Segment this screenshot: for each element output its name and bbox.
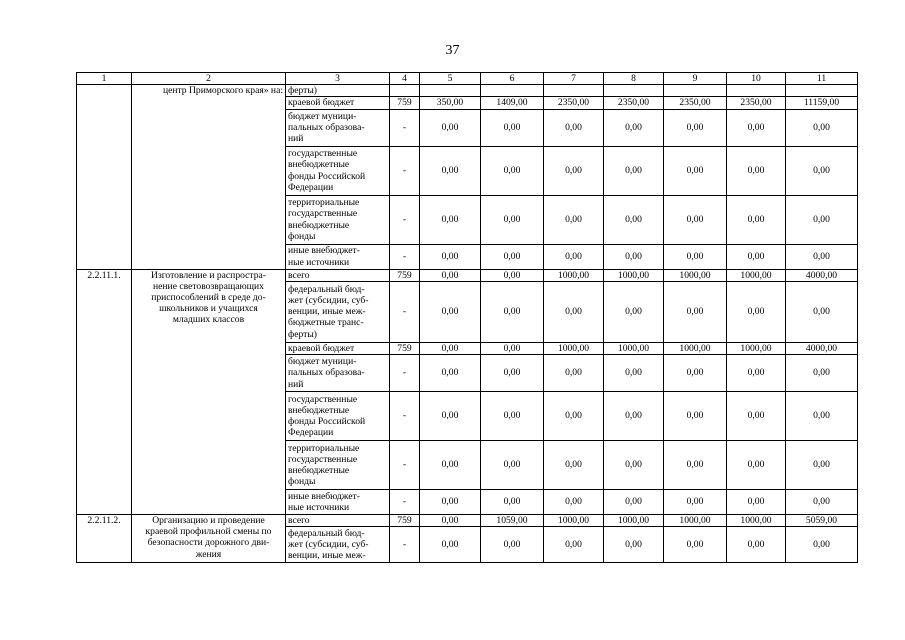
amount-cell: 1000,00 bbox=[664, 269, 727, 281]
amount-cell: 0,00 bbox=[727, 490, 786, 515]
amount-cell: 0,00 bbox=[604, 244, 664, 269]
amount-cell bbox=[604, 85, 664, 97]
amount-cell: 0,00 bbox=[481, 195, 544, 244]
amount-cell: 0,00 bbox=[420, 392, 481, 441]
amount-cell: 0,00 bbox=[481, 146, 544, 195]
amount-cell: 0,00 bbox=[420, 527, 481, 563]
amount-cell: 5059,00 bbox=[786, 515, 858, 527]
budget-code-cell: - bbox=[390, 109, 420, 146]
budget-code-cell: - bbox=[390, 146, 420, 195]
column-header: 6 bbox=[481, 73, 544, 85]
amount-cell: 4000,00 bbox=[786, 342, 858, 354]
funding-source: бюджет муници- пальных образова- ний bbox=[286, 355, 390, 392]
item-code bbox=[77, 85, 132, 269]
amount-cell: 0,00 bbox=[664, 109, 727, 146]
amount-cell: 0,00 bbox=[544, 109, 604, 146]
amount-cell: 1000,00 bbox=[544, 515, 604, 527]
amount-cell: 0,00 bbox=[727, 146, 786, 195]
column-header: 8 bbox=[604, 73, 664, 85]
amount-cell: 0,00 bbox=[664, 392, 727, 441]
budget-code-cell: - bbox=[390, 244, 420, 269]
amount-cell: 0,00 bbox=[604, 490, 664, 515]
amount-cell: 0,00 bbox=[481, 355, 544, 392]
amount-cell: 2350,00 bbox=[604, 97, 664, 109]
amount-cell: 0,00 bbox=[481, 441, 544, 490]
amount-cell: 0,00 bbox=[420, 342, 481, 354]
amount-cell: 2350,00 bbox=[664, 97, 727, 109]
amount-cell: 0,00 bbox=[544, 527, 604, 563]
amount-cell: 0,00 bbox=[727, 392, 786, 441]
amount-cell: 1059,00 bbox=[481, 515, 544, 527]
amount-cell: 1000,00 bbox=[604, 269, 664, 281]
funding-source: федеральный бюд- жет (субсидии, суб- венции, иные меж- bbox=[286, 527, 390, 563]
budget-code-cell: - bbox=[390, 195, 420, 244]
amount-cell: 0,00 bbox=[544, 355, 604, 392]
amount-cell: 1000,00 bbox=[727, 515, 786, 527]
amount-cell: 0,00 bbox=[664, 490, 727, 515]
amount-cell: 1000,00 bbox=[664, 342, 727, 354]
amount-cell: 0,00 bbox=[604, 109, 664, 146]
budget-table bbox=[76, 72, 858, 563]
amount-cell: 1000,00 bbox=[727, 269, 786, 281]
amount-cell: 2350,00 bbox=[727, 97, 786, 109]
funding-source: ферты) bbox=[286, 85, 390, 97]
column-header: 5 bbox=[420, 73, 481, 85]
amount-cell: 0,00 bbox=[786, 490, 858, 515]
amount-cell: 2350,00 bbox=[544, 97, 604, 109]
amount-cell: 0,00 bbox=[544, 244, 604, 269]
funding-source: территориальные государственные внебюджетные фонды bbox=[286, 195, 390, 244]
budget-code-cell: 759 bbox=[390, 97, 420, 109]
amount-cell: 0,00 bbox=[544, 441, 604, 490]
funding-source: федеральный бюд- жет (субсидии, суб- венции, иные меж- бюджетные транс- ферты) bbox=[286, 281, 390, 342]
funding-source: государственные внебюджетные фонды Российской Федерации bbox=[286, 146, 390, 195]
amount-cell: 1409,00 bbox=[481, 97, 544, 109]
amount-cell: 0,00 bbox=[481, 342, 544, 354]
amount-cell: 4000,00 bbox=[786, 269, 858, 281]
amount-cell: 1000,00 bbox=[604, 342, 664, 354]
table-row bbox=[77, 515, 858, 527]
amount-cell: 0,00 bbox=[420, 515, 481, 527]
header-row bbox=[77, 73, 858, 85]
amount-cell: 0,00 bbox=[664, 281, 727, 342]
column-header: 1 bbox=[77, 73, 132, 85]
amount-cell: 0,00 bbox=[604, 195, 664, 244]
item-code: 2.2.11.1. bbox=[77, 269, 132, 514]
budget-code-cell: - bbox=[390, 281, 420, 342]
amount-cell: 0,00 bbox=[544, 392, 604, 441]
item-name: Изготовление и распростра- нение световозвращающих приспособлений в среде до- школьников и учащихся младших классов bbox=[132, 269, 286, 514]
funding-source: краевой бюджет bbox=[286, 342, 390, 354]
amount-cell: 0,00 bbox=[481, 269, 544, 281]
amount-cell: 0,00 bbox=[727, 244, 786, 269]
budget-code-cell: - bbox=[390, 392, 420, 441]
amount-cell: 0,00 bbox=[786, 441, 858, 490]
funding-source: иные внебюджет- ные источники bbox=[286, 490, 390, 515]
amount-cell: 0,00 bbox=[544, 146, 604, 195]
amount-cell: 0,00 bbox=[664, 244, 727, 269]
amount-cell: 0,00 bbox=[786, 281, 858, 342]
amount-cell: 0,00 bbox=[481, 244, 544, 269]
funding-source: всего bbox=[286, 515, 390, 527]
column-header: 10 bbox=[727, 73, 786, 85]
amount-cell: 0,00 bbox=[604, 392, 664, 441]
amount-cell: 0,00 bbox=[420, 490, 481, 515]
amount-cell: 0,00 bbox=[604, 441, 664, 490]
column-header: 7 bbox=[544, 73, 604, 85]
amount-cell: 0,00 bbox=[664, 195, 727, 244]
item-name: Организацию и проведение краевой профильной смены по безопасности дорожного дви- жения bbox=[132, 515, 286, 563]
amount-cell: 1000,00 bbox=[544, 269, 604, 281]
column-header: 11 bbox=[786, 73, 858, 85]
table-row bbox=[77, 85, 858, 97]
amount-cell: 1000,00 bbox=[664, 515, 727, 527]
amount-cell: 0,00 bbox=[786, 195, 858, 244]
funding-source: иные внебюджет- ные источники bbox=[286, 244, 390, 269]
amount-cell: 0,00 bbox=[481, 490, 544, 515]
amount-cell: 0,00 bbox=[544, 195, 604, 244]
funding-source: краевой бюджет bbox=[286, 97, 390, 109]
amount-cell: 0,00 bbox=[481, 109, 544, 146]
column-header: 3 bbox=[286, 73, 390, 85]
amount-cell: 0,00 bbox=[544, 490, 604, 515]
amount-cell: 0,00 bbox=[786, 146, 858, 195]
amount-cell bbox=[481, 85, 544, 97]
budget-code-cell: - bbox=[390, 355, 420, 392]
item-name: центр Приморского края» на: bbox=[132, 85, 286, 269]
table-row bbox=[77, 269, 858, 281]
amount-cell bbox=[664, 85, 727, 97]
page-number: 37 bbox=[445, 43, 460, 58]
funding-source: государственные внебюджетные фонды Российской Федерации bbox=[286, 392, 390, 441]
amount-cell bbox=[544, 85, 604, 97]
amount-cell: 0,00 bbox=[481, 527, 544, 563]
amount-cell: 0,00 bbox=[786, 109, 858, 146]
amount-cell: 1000,00 bbox=[544, 342, 604, 354]
amount-cell: 0,00 bbox=[664, 527, 727, 563]
funding-source: всего bbox=[286, 269, 390, 281]
amount-cell: 0,00 bbox=[604, 146, 664, 195]
amount-cell: 0,00 bbox=[420, 146, 481, 195]
budget-code-cell: 759 bbox=[390, 342, 420, 354]
column-header: 4 bbox=[390, 73, 420, 85]
funding-source: территориальные государственные внебюджетные фонды bbox=[286, 441, 390, 490]
amount-cell: 0,00 bbox=[420, 269, 481, 281]
amount-cell: 0,00 bbox=[727, 109, 786, 146]
amount-cell: 0,00 bbox=[727, 355, 786, 392]
budget-code-cell: - bbox=[390, 490, 420, 515]
amount-cell: 0,00 bbox=[604, 355, 664, 392]
amount-cell bbox=[727, 85, 786, 97]
amount-cell: 0,00 bbox=[727, 441, 786, 490]
amount-cell: 0,00 bbox=[420, 195, 481, 244]
amount-cell: 0,00 bbox=[664, 146, 727, 195]
amount-cell: 0,00 bbox=[420, 109, 481, 146]
funding-source: бюджет муници- пальных образова- ний bbox=[286, 109, 390, 146]
amount-cell: 0,00 bbox=[727, 281, 786, 342]
amount-cell: 0,00 bbox=[420, 441, 481, 490]
amount-cell: 0,00 bbox=[481, 392, 544, 441]
amount-cell: 0,00 bbox=[786, 392, 858, 441]
amount-cell: 350,00 bbox=[420, 97, 481, 109]
amount-cell bbox=[786, 85, 858, 97]
amount-cell: 1000,00 bbox=[604, 515, 664, 527]
column-header: 2 bbox=[132, 73, 286, 85]
amount-cell: 0,00 bbox=[604, 527, 664, 563]
amount-cell: 0,00 bbox=[727, 195, 786, 244]
amount-cell: 0,00 bbox=[420, 281, 481, 342]
amount-cell bbox=[420, 85, 481, 97]
amount-cell: 0,00 bbox=[544, 281, 604, 342]
column-header: 9 bbox=[664, 73, 727, 85]
budget-code-cell: 759 bbox=[390, 269, 420, 281]
amount-cell: 0,00 bbox=[786, 355, 858, 392]
amount-cell: 0,00 bbox=[786, 527, 858, 563]
amount-cell: 0,00 bbox=[664, 355, 727, 392]
budget-code-cell: - bbox=[390, 527, 420, 563]
amount-cell: 0,00 bbox=[420, 355, 481, 392]
amount-cell: 0,00 bbox=[481, 281, 544, 342]
amount-cell: 0,00 bbox=[604, 281, 664, 342]
budget-code-cell bbox=[390, 85, 420, 97]
amount-cell: 0,00 bbox=[786, 244, 858, 269]
budget-code-cell: 759 bbox=[390, 515, 420, 527]
amount-cell: 0,00 bbox=[727, 527, 786, 563]
amount-cell: 0,00 bbox=[664, 441, 727, 490]
budget-code-cell: - bbox=[390, 441, 420, 490]
amount-cell: 0,00 bbox=[420, 244, 481, 269]
item-code: 2.2.11.2. bbox=[77, 515, 132, 563]
amount-cell: 1000,00 bbox=[727, 342, 786, 354]
amount-cell: 11159,00 bbox=[786, 97, 858, 109]
